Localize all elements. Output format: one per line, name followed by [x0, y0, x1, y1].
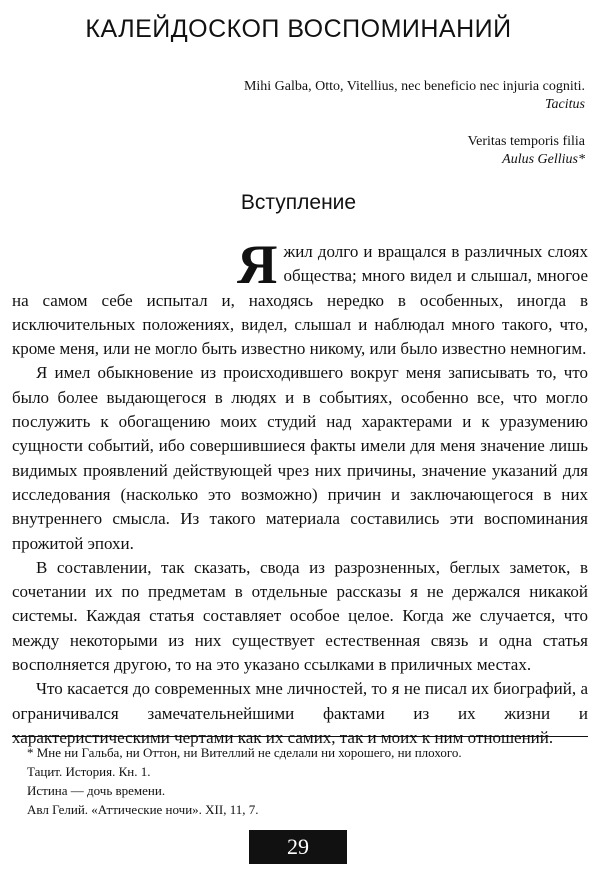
paragraph-3: В составлении, так сказать, свода из разрозненных, беглых заметок, в сочетании их по предметам в отдельные рассказы я не держался никакой системы. Каждая статья составляет особое целое. Когда же случается, что между некоторыми из них существует естественная связь и одна статья восполняется другою, то на это указано ссылками в приличных местах.	[12, 557, 588, 675]
epigraph-2	[468, 133, 585, 169]
chapter-title: КАЛЕЙДОСКОП ВОСПОМИНАНИЙ	[85, 15, 512, 43]
paragraph-1-text: жил долго и вращался в различных слоях общества; много видел и слышал, многое на самом себе испытал и, находясь нередко в особенных, иногда в исключительных положениях, видел, слышал и наблюдал много такого, что, кроме меня, или не могло быть известно никому, или было известно немногим.	[12, 242, 588, 359]
epigraph-2-quote: Veritas temporis filia	[467, 134, 585, 149]
body-text	[12, 234, 588, 750]
paragraph-2: Я имел обыкновение из происходившего вокруг меня записывать то, что было более выдающегося в людях и в событиях, особенно все, что могло послужить к обогащению моих студий над характерами и к уразумению сущности событий, ибо совершившиеся факты имели для меня значение лишь видимых проявлений действующей чрез них причины, значение указаний для исследования (насколько это возможно) причин и заключающегося в них внутреннего смысла. Из такого материала составились эти воспоминания прожитой эпохи.	[12, 363, 588, 553]
footnote-line-3: Истина — дочь времени.	[27, 783, 166, 798]
footnote-line-4: Авл Гелий. «Аттические ночи». XII, 11, 7.	[27, 802, 259, 817]
drop-cap: Я	[237, 234, 278, 296]
footnote-line-2: Тацит. История. Кн. 1.	[27, 764, 151, 779]
section-heading: Вступление	[240, 191, 357, 214]
epigraph-1	[244, 78, 585, 114]
footnote-divider	[12, 736, 588, 737]
epigraph-2-author: Aulus Gellius*	[502, 152, 585, 167]
epigraph-1-author: Tacitus	[545, 97, 585, 112]
page-number: 29	[249, 830, 347, 864]
paragraph-1	[12, 234, 588, 361]
paragraph-4: Что касается до современных мне личностей, то я не писал их биографий, а ограничивался замечательнейшими фактами из их жизни и характеристическими чертами как их самих, так и моих к ним отношений.	[12, 679, 588, 747]
footnotes	[27, 743, 587, 819]
footnote-line-1: * Мне ни Гальба, ни Оттон, ни Вителлий не сделали ни хорошего, ни плохого.	[27, 745, 462, 760]
epigraph-1-quote: Mihi Galba, Otto, Vitellius, nec beneficio nec injuria cogniti.	[243, 79, 585, 94]
